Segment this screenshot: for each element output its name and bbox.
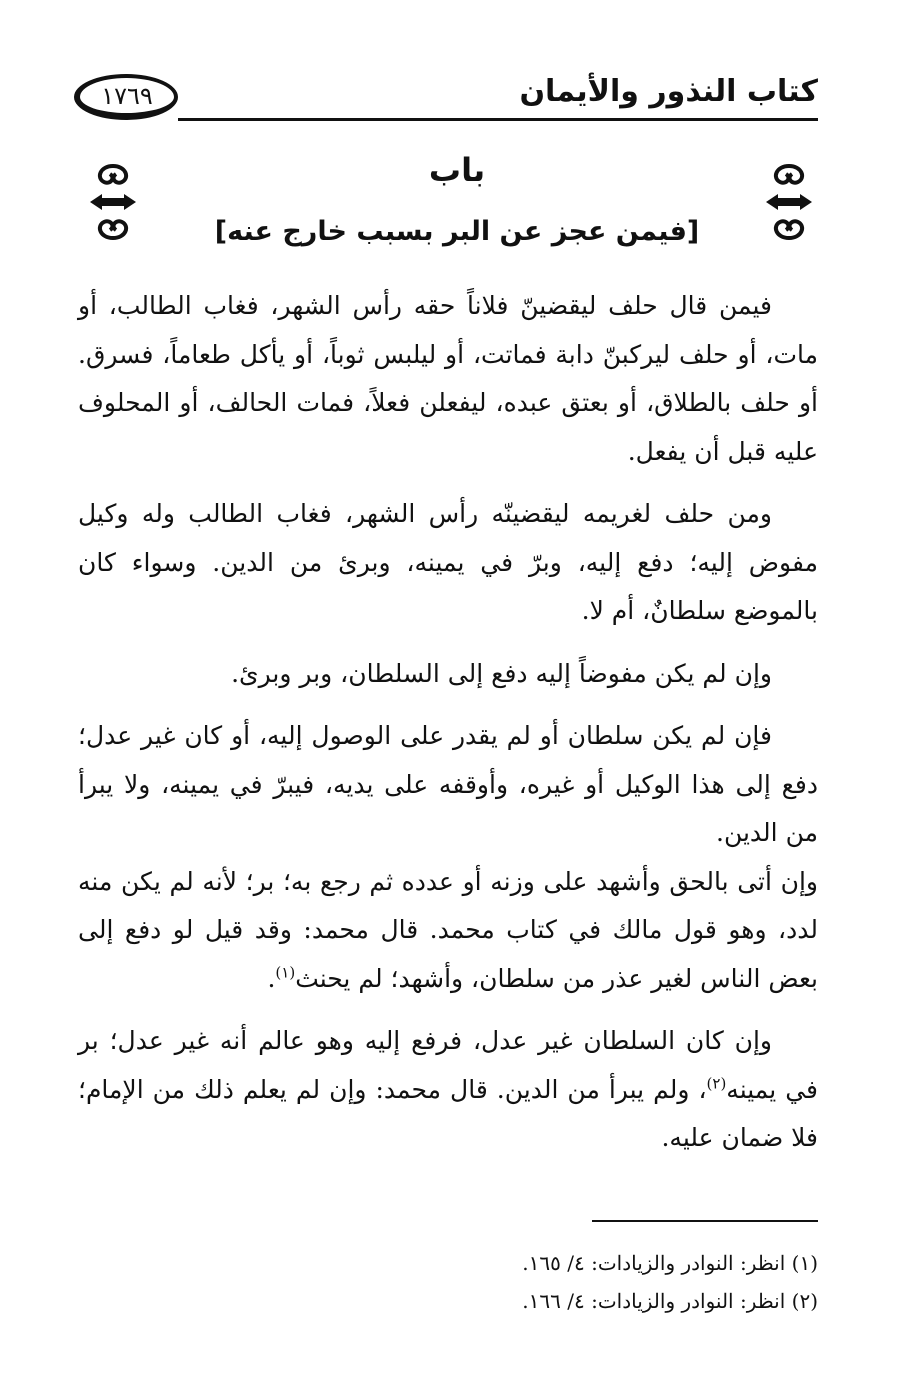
- paragraph-text: وإن أتى بالحق وأشهد على وزنه أو عدده ثم رجع به؛ بر؛ لأنه لم يكن منه لدد، وهو قول مالك في كتاب محمد. قال محمد: وقد قيل لو دفع إلى بعض الناس لغير عذر من سلطان، وأشهد؛ لم يحنث: [78, 866, 818, 993]
- paragraph-text: وإن كان السلطان غير عدل، فرفع إليه وهو عالم أنه غير عدل؛ بر في يمينه: [78, 1026, 818, 1104]
- paragraph: وإن لم يكن مفوضاً إليه دفع إلى السلطان، وبر وبرئ.: [231, 658, 772, 688]
- paragraph-end: .: [267, 963, 276, 993]
- running-header-title: كتاب النذور والأيمان: [519, 74, 818, 109]
- paragraph: فيمن قال حلف ليقضينّ فلاناً حقه رأس الشهر، فغاب الطالب، أو مات، أو حلف ليركبنّ دابة فماتت، أو ليلبس ثوباً، أو يأكل طعاماً، فسرق. أو حلف بالطلاق، أو بعتق عبده، ليفعلن فعلاً، فمات الحالف، أو المحلوف عليه قبل أن يفعل.: [78, 291, 818, 466]
- footnote-ref[interactable]: (١): [275, 963, 296, 982]
- header-rule: [178, 118, 818, 121]
- footnote-separator: [592, 1220, 818, 1222]
- paragraph: ومن حلف لغريمه ليقضينّه رأس الشهر، فغاب الطالب وله وكيل مفوض إليه؛ دفع إليه، وبرّ في يمينه، وبرئ من الدين. وسواء كان بالموضع سلطانٌ، أم لا.: [78, 499, 818, 625]
- chapter-subtitle: [فيمن عجز عن البر بسبب خارج عنه]: [214, 216, 700, 247]
- paragraph: [78, 858, 818, 1004]
- footnote: (١) انظر: النوادر والزيادات: ٤/ ١٦٥.: [522, 1251, 818, 1275]
- footnote-ref[interactable]: (٢): [706, 1074, 727, 1093]
- page-number-badge: [74, 74, 178, 120]
- page-number: ١٧٦٩: [101, 81, 153, 110]
- footnote: (٢) انظر: النوادر والزيادات: ٤/ ١٦٦.: [522, 1289, 818, 1313]
- paragraph-text: فإن لم يكن سلطان أو لم يقدر على الوصول إليه، أو كان غير عدل؛ دفع إلى هذا الوكيل أو غيره، وأوقفه على يديه، فيبرّ في يمينه، ولا يبرأ من الدين.: [78, 721, 818, 847]
- footnotes: [78, 1244, 818, 1320]
- body-text: [78, 282, 818, 1177]
- paragraph: [78, 1017, 818, 1163]
- paragraph: [78, 712, 818, 858]
- chapter-heading: باب: [428, 151, 486, 189]
- paragraph-text: ، ولم يبرأ من الدين. قال محمد: وإن لم يعلم ذلك من الإمام؛ فلا ضمان عليه.: [78, 1074, 818, 1152]
